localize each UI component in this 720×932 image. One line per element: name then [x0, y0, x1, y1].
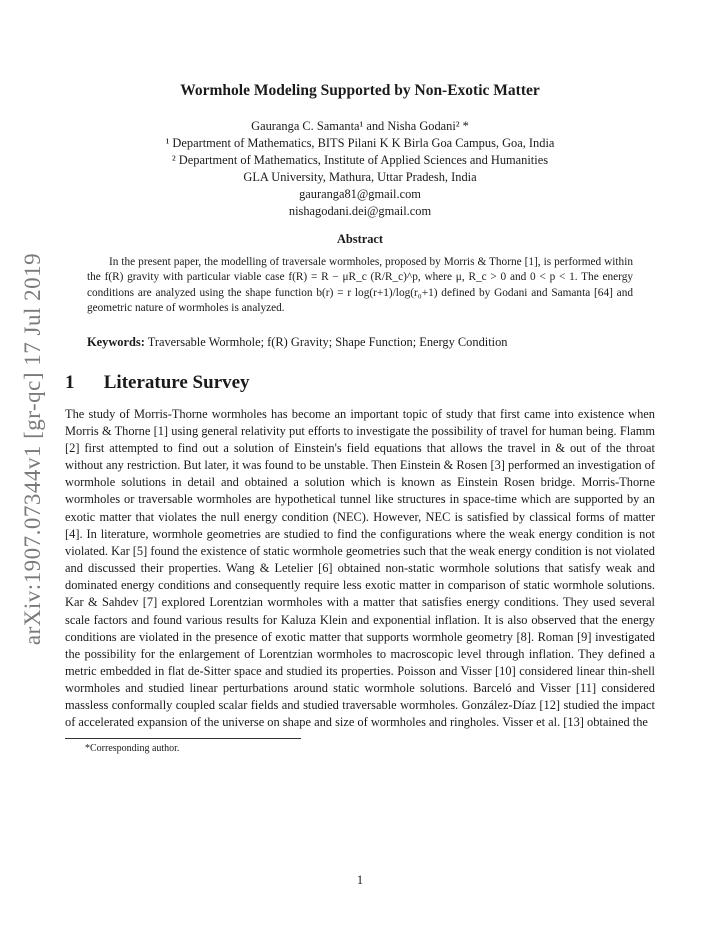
arxiv-id: arXiv:1907.07344v1 [gr-qc] 17 Jul 2019 [20, 252, 46, 646]
footnote-rule [65, 738, 301, 739]
email-line: nishagodani.dei@gmail.com [288, 204, 432, 218]
affiliation-line: ¹ Department of Mathematics, BITS Pilani K K Birla Goa Campus, Goa, India [165, 136, 555, 150]
section-heading [65, 372, 655, 394]
paper-title: Wormhole Modeling Supported by Non-Exotic Matter [180, 82, 540, 99]
keywords [87, 335, 633, 350]
body-paragraph: The study of Morris-Thorne wormholes has become an important topic of study that first came into existence when Morris & Thorne [1] using general relativity put efforts to investigate the possibility of travel for human being. Flamm [2] first attempted to find out a solution of Einstein's field equations that allows the travel in & out of the throat without any restriction. But later, it was found to be unstable. Then Einstein & Rosen [3] performed an investigation of wormhole solutions in detail and obtained a solution which is known as Einstein Rosen bridge. Morris-Thorne wormholes or traversable wormholes are hypothetical tunnel like structures in space-time which are supported by an exotic matter that violates the null energy condition (NEC). However, NEC is satisfied by classical forms of matter [4]. In literature, wormhole geometries are studied to find the configurations where the weak energy condition is not violated. Kar [5] found the existence of static wormhole geometries such that the weak energy condition is not violated and discussed their properties. Wang & Letelier [6] obtained non-static wormhole solutions that satisfy weak and dominated energy conditions and consequently require less exotic matter in comparison of static wormhole solutions. Kar & Sahdev [7] explored Lorentzian wormholes with a matter that satisfies energy conditions. They used several scale factors and found various results for Kaluza Klein and exponential inflation. It is also observed that the energy conditions are violated in the presence of exotic matter that supports wormhole geometry [8]. Roman [9] investigated the possibility for the enlargement of Lorentzian wormholes to macroscopic level through inflation. They defined a metric embedded in flat de-Sitter space and studied its properties. Poisson and Visser [10] considered linear thin-shell wormholes and studied linear perturbations around static wormhole solutions. Barceló and Visser [11] considered massless conformally coupled scalar fields and studied traversable wormholes. González-Díaz [12] studied the impact of accelerated expansion of the universe on shape and size of wormholes and ringholes. Visser et al. [13] obtained the [65, 406, 655, 730]
keywords-label: Keywords: [87, 334, 145, 349]
affiliation-line: ² Department of Mathematics, Institute of Applied Sciences and Humanities [171, 153, 549, 167]
page-number: 1 [356, 873, 364, 887]
section-number: 1 [65, 371, 75, 393]
paper-page [65, 78, 655, 754]
author-line: Gauranga C. Samanta¹ and Nisha Godani² * [251, 119, 469, 133]
keywords-text: Traversable Wormhole; f(R) Gravity; Shape Function; Energy Condition [147, 334, 508, 349]
footnote: *Corresponding author. [85, 742, 180, 754]
email-line: gauranga81@gmail.com [299, 187, 421, 201]
abstract-text: In the present paper, the modelling of traversale wormholes, proposed by Morris & Thorne [1], is performed within the f(R) gravity with particular viable case f(R) = R − μR_c (R/R_c)^p, where μ, R_c > 0 and 0 < p < 1. The energy conditions are analyzed using the shape function b(r) = r log(r+1)/log(r₀+1) defined by Godani and Samanta [64] and geometric nature of wormholes is analyzed. [87, 256, 633, 315]
arxiv-stamp [8, 252, 58, 646]
section-title: Literature Survey [103, 371, 250, 393]
abstract-heading: Abstract [336, 232, 384, 246]
affiliation-line: GLA University, Mathura, Uttar Pradesh, India [243, 170, 477, 184]
